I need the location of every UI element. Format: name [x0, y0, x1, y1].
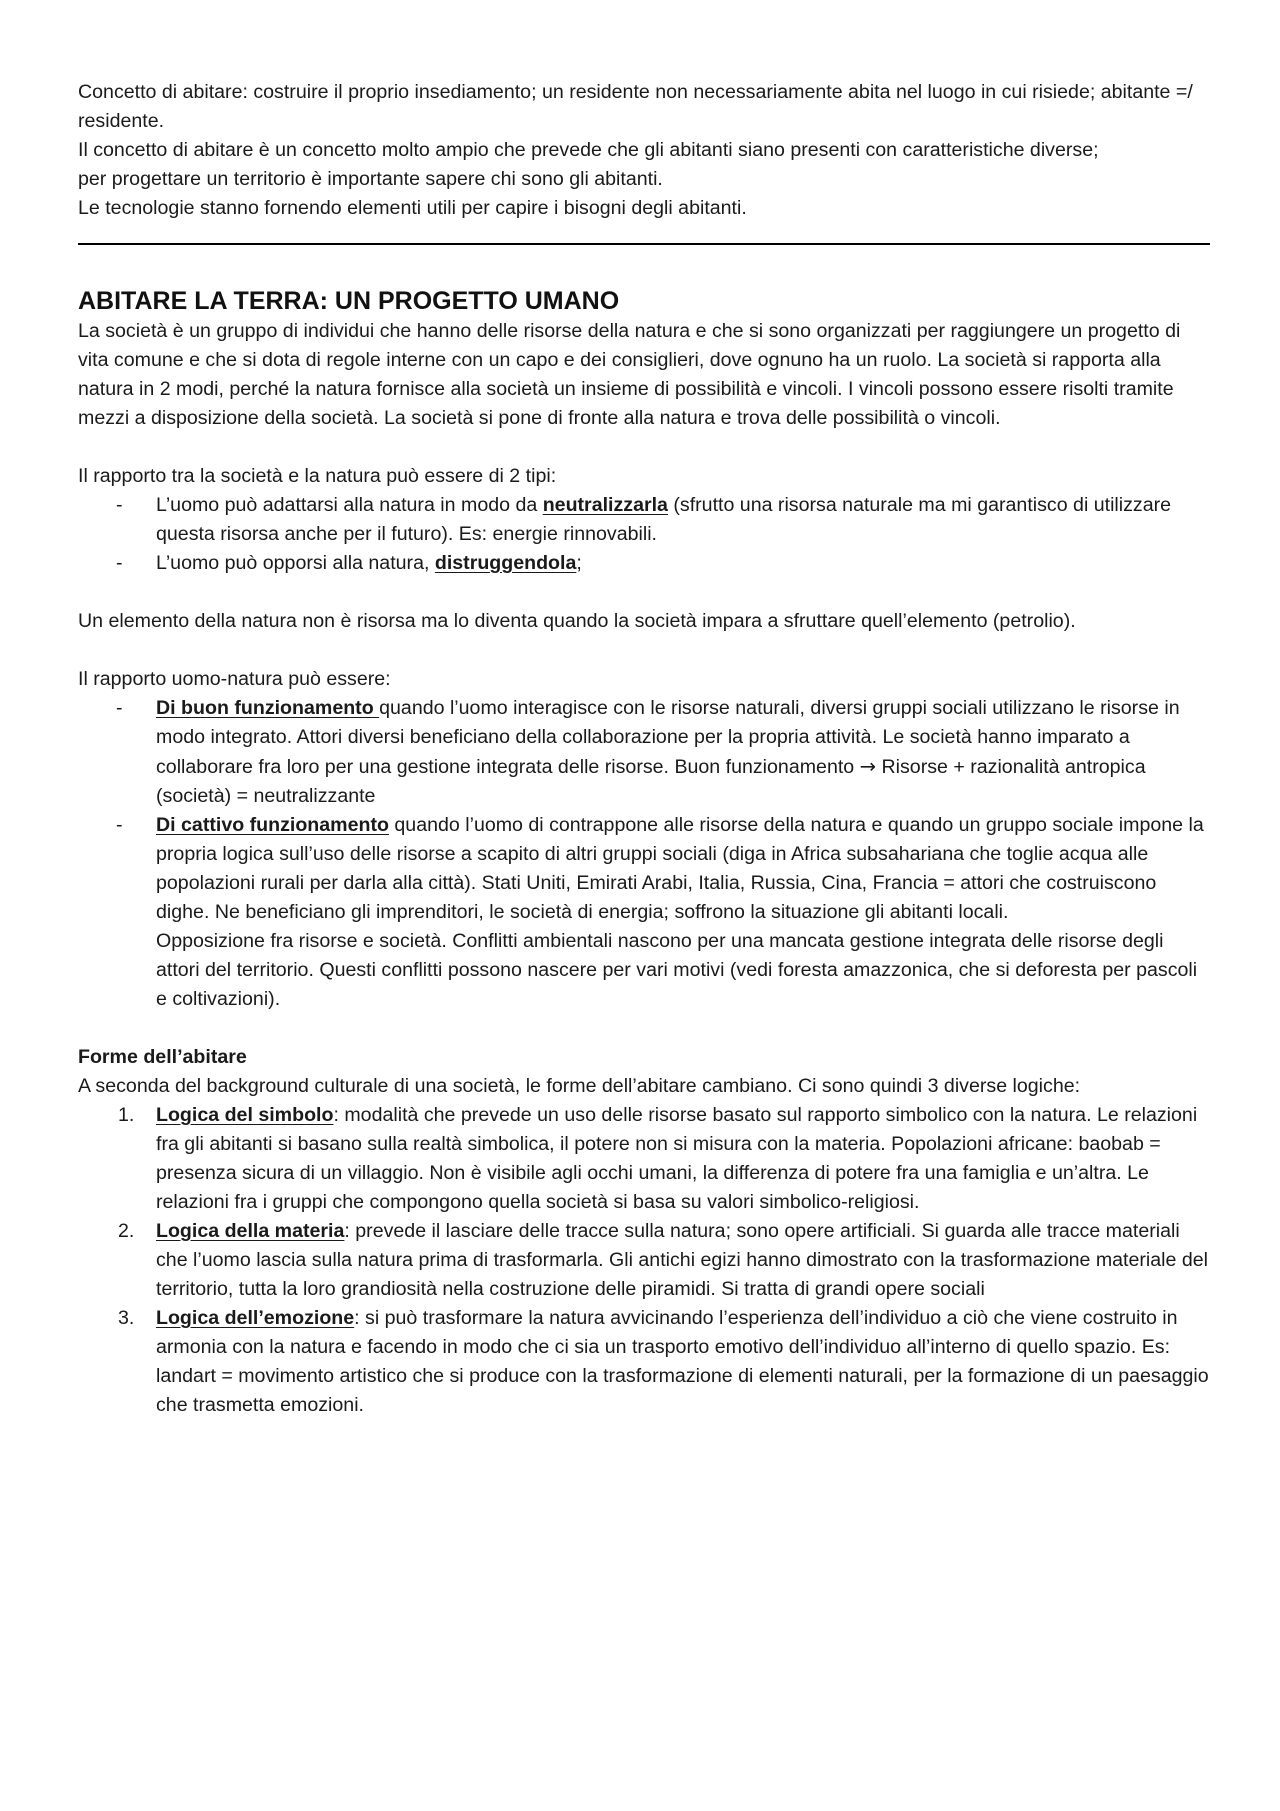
item-text-post: ; [576, 552, 582, 574]
intro-paragraph-4: Le tecnologie stanno fornendo elementi utili per capire i bisogni degli abitanti. [78, 197, 747, 219]
forme-heading: Forme dell’abitare [78, 1046, 247, 1068]
item-text: : modalità che prevede un uso delle risorse basato sul rapporto simbolico con la natura. Le relazioni fra gli abitanti si basano sulla realtà simbolica, il potere non si misura con la materia. Popolazioni africane: baobab = presenza sicura di un villaggio. Non è visibile agli occhi umani, la differenza di potere fra una famiglia e un’altra. Le relazioni fra i gruppi che compongono quella società si basa su valori simbolico-religiosi. [156, 1104, 1198, 1213]
item-text-pre: L’uomo può adattarsi alla natura in modo da [156, 494, 543, 516]
forme-intro: A seconda del background culturale di una società, le forme dell’abitare cambiano. Ci sono quindi 3 diverse logiche: [78, 1075, 1081, 1097]
list-number: 2. [118, 1220, 135, 1242]
section-heading: ABITARE LA TERRA: UN PROGETTO UMANO [78, 287, 620, 315]
list-item [78, 1304, 1210, 1420]
item-text-post: (sfrutto una risorsa naturale ma mi garantisco di utilizzare questa risorsa anche per il futuro). Es: energie rinnovabili. [156, 494, 1172, 545]
list-marker: - [116, 552, 123, 574]
spacer [78, 636, 1210, 665]
item-term: Logica del simbolo [156, 1104, 334, 1126]
intro-paragraph-3: per progettare un territorio è importante sapere chi sono gli abitanti. [78, 168, 663, 190]
list-item [78, 1217, 1210, 1304]
list-item [78, 694, 1210, 811]
rapporto-list [78, 491, 1210, 578]
document-page [78, 78, 1210, 1420]
list-number: 3. [118, 1307, 135, 1329]
horizontal-divider [78, 243, 1210, 245]
item-text-2: Risorse + razionalità antropica (società) = neutralizzante [156, 756, 1146, 807]
list-number: 1. [118, 1104, 135, 1126]
intro-paragraph-2: Il concetto di abitare è un concetto molto ampio che prevede che gli abitanti siano presenti con caratteristiche diverse; [78, 139, 1099, 161]
risorsa-paragraph: Un elemento della natura non è risorsa ma lo diventa quando la società impara a sfruttare quell’elemento (petrolio). [78, 610, 1076, 632]
list-item [78, 811, 1210, 1014]
arrow-right-icon: → [859, 755, 877, 778]
item-term: neutralizzarla [542, 494, 668, 516]
item-text: quando l’uomo di contrappone alle risorse della natura e quando un gruppo sociale impone la propria logica sull’uso delle risorse a scapito di altri gruppi sociali (diga in Africa subsahariana che toglie acqua alle popolazioni rurali per darla alla città). Stati Uniti, Emirati Arabi, Italia, Russia, Cina, Francia = attori che costruiscono dighe. Ne beneficiano gli imprenditori, le società di energia; soffrono la situazione gli abitanti locali. [156, 814, 1204, 923]
uomo-natura-list [78, 694, 1210, 1014]
item-term: Logica dell’emozione [156, 1307, 355, 1329]
intro-paragraph-1: Concetto di abitare: costruire il proprio insediamento; un residente non necessariamente abita nel luogo in cui risiede; abitante =/ residente. [78, 81, 1193, 132]
list-item [78, 1101, 1210, 1217]
item-extra-paragraph: Opposizione fra risorse e società. Conflitti ambientali nascono per una mancata gestione integrata delle risorse degli attori del territorio. Questi conflitti possono nascere per vari motivi (vedi foresta amazzonica, che si deforesta per pascoli e coltivazioni). [156, 930, 1198, 1010]
spacer [78, 433, 1210, 462]
list-marker: - [116, 814, 123, 836]
item-text-pre: L’uomo può opporsi alla natura, [156, 552, 435, 574]
item-text: quando l’uomo interagisce con le risorse naturali, diversi gruppi sociali utilizzano le risorse in modo integrato. Attori diversi beneficiano della collaborazione per la propria attività. Le società hanno imparato a collaborare fra loro per una gestione integrata delle risorse. Buon funzionamento [156, 697, 1180, 778]
spacer [78, 578, 1210, 607]
societa-paragraph: La società è un gruppo di individui che hanno delle risorse della natura e che si sono organizzati per raggiungere un progetto di vita comune e che si dota di regole interne con un capo e dei consiglieri, dove ognuno ha un ruolo. La società si rapporta alla natura in 2 modi, perché la natura fornisce alla società un insieme di possibilità e vincoli. I vincoli possono essere risolti tramite mezzi a disposizione della società. La società si pone di fronte alla natura e trova delle possibilità o vincoli. [78, 320, 1181, 429]
list-marker: - [116, 697, 123, 719]
spacer [78, 1014, 1210, 1043]
item-text: : si può trasformare la natura avvicinando l’esperienza dell’individuo a ciò che viene costruito in armonia con la natura e facendo in modo che ci sia un trasporto emotivo dell’individuo all’interno di quello spazio. Es: landart = movimento artistico che si produce con la trasformazione di elementi naturali, per la formazione di un paesaggio che trasmetta emozioni. [156, 1307, 1209, 1416]
item-term: Di cattivo funzionamento [156, 814, 389, 836]
item-term: Logica della materia [156, 1220, 345, 1242]
item-term: distruggendola [434, 552, 577, 574]
rapporto-intro: Il rapporto tra la società e la natura può essere di 2 tipi: [78, 465, 557, 487]
item-text: : prevede il lasciare delle tracce sulla natura; sono opere artificiali. Si guarda alle tracce materiali che l’uomo lascia sulla natura prima di trasformarla. Gli antichi egizi hanno dimostrato con la trasformazione materiale del territorio, tutta la loro grandiosità nella costruzione delle piramidi. Si tratta di grandi opere sociali [156, 1220, 1209, 1300]
list-marker: - [116, 494, 123, 516]
forme-list [78, 1101, 1210, 1420]
uomo-natura-intro: Il rapporto uomo-natura può essere: [78, 668, 391, 690]
list-item [78, 491, 1210, 549]
item-term: Di buon funzionamento [156, 697, 380, 719]
list-item [78, 549, 1210, 578]
